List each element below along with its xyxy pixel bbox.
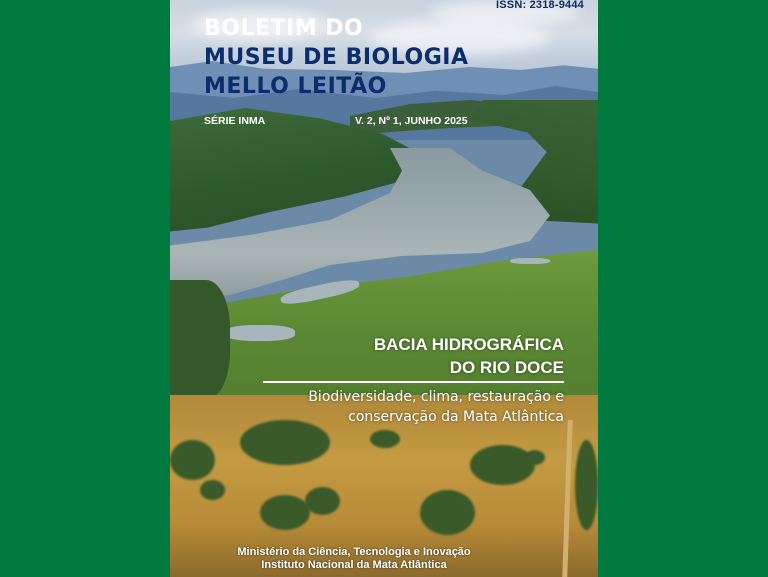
bush xyxy=(370,430,400,448)
bush xyxy=(200,480,225,500)
journal-title xyxy=(204,14,468,101)
issue-label: V. 2, Nº 1, JUNHO 2025 xyxy=(355,115,468,127)
divider-rule xyxy=(263,381,564,383)
pond xyxy=(225,325,295,341)
bush xyxy=(305,487,340,515)
subtitle-line-2: conservação da Mata Atlântica xyxy=(348,409,564,425)
bush xyxy=(260,495,310,530)
ministry-label: Ministério da Ciência, Tecnologia e Inovação xyxy=(237,546,471,558)
issn-label: ISSN: 2318-9444 xyxy=(496,0,584,11)
title-line-3: MELLO LEITÃO xyxy=(204,74,387,99)
theme-line-1: BACIA HIDROGRÁFICA xyxy=(373,335,564,354)
tree-line xyxy=(170,280,230,400)
title-line-2: MUSEU DE BIOLOGIA xyxy=(204,45,469,70)
theme-line-2: DO RIO DOCE xyxy=(449,358,564,377)
bush xyxy=(170,440,215,480)
publisher-footer xyxy=(170,546,598,572)
title-line-1: BOLETIM DO xyxy=(204,16,364,41)
bush xyxy=(470,445,535,485)
bush xyxy=(525,450,545,465)
institute-label: Instituto Nacional da Mata Atlântica xyxy=(261,559,447,571)
bush xyxy=(420,490,475,535)
issue-subtitle xyxy=(308,387,564,427)
series-label: SÉRIE INMA xyxy=(204,115,266,127)
pond xyxy=(510,258,550,264)
issue-theme xyxy=(374,333,564,379)
subtitle-line-1: Biodiversidade, clima, restauração e xyxy=(308,389,564,405)
bush xyxy=(575,440,598,530)
journal-cover xyxy=(170,0,598,577)
